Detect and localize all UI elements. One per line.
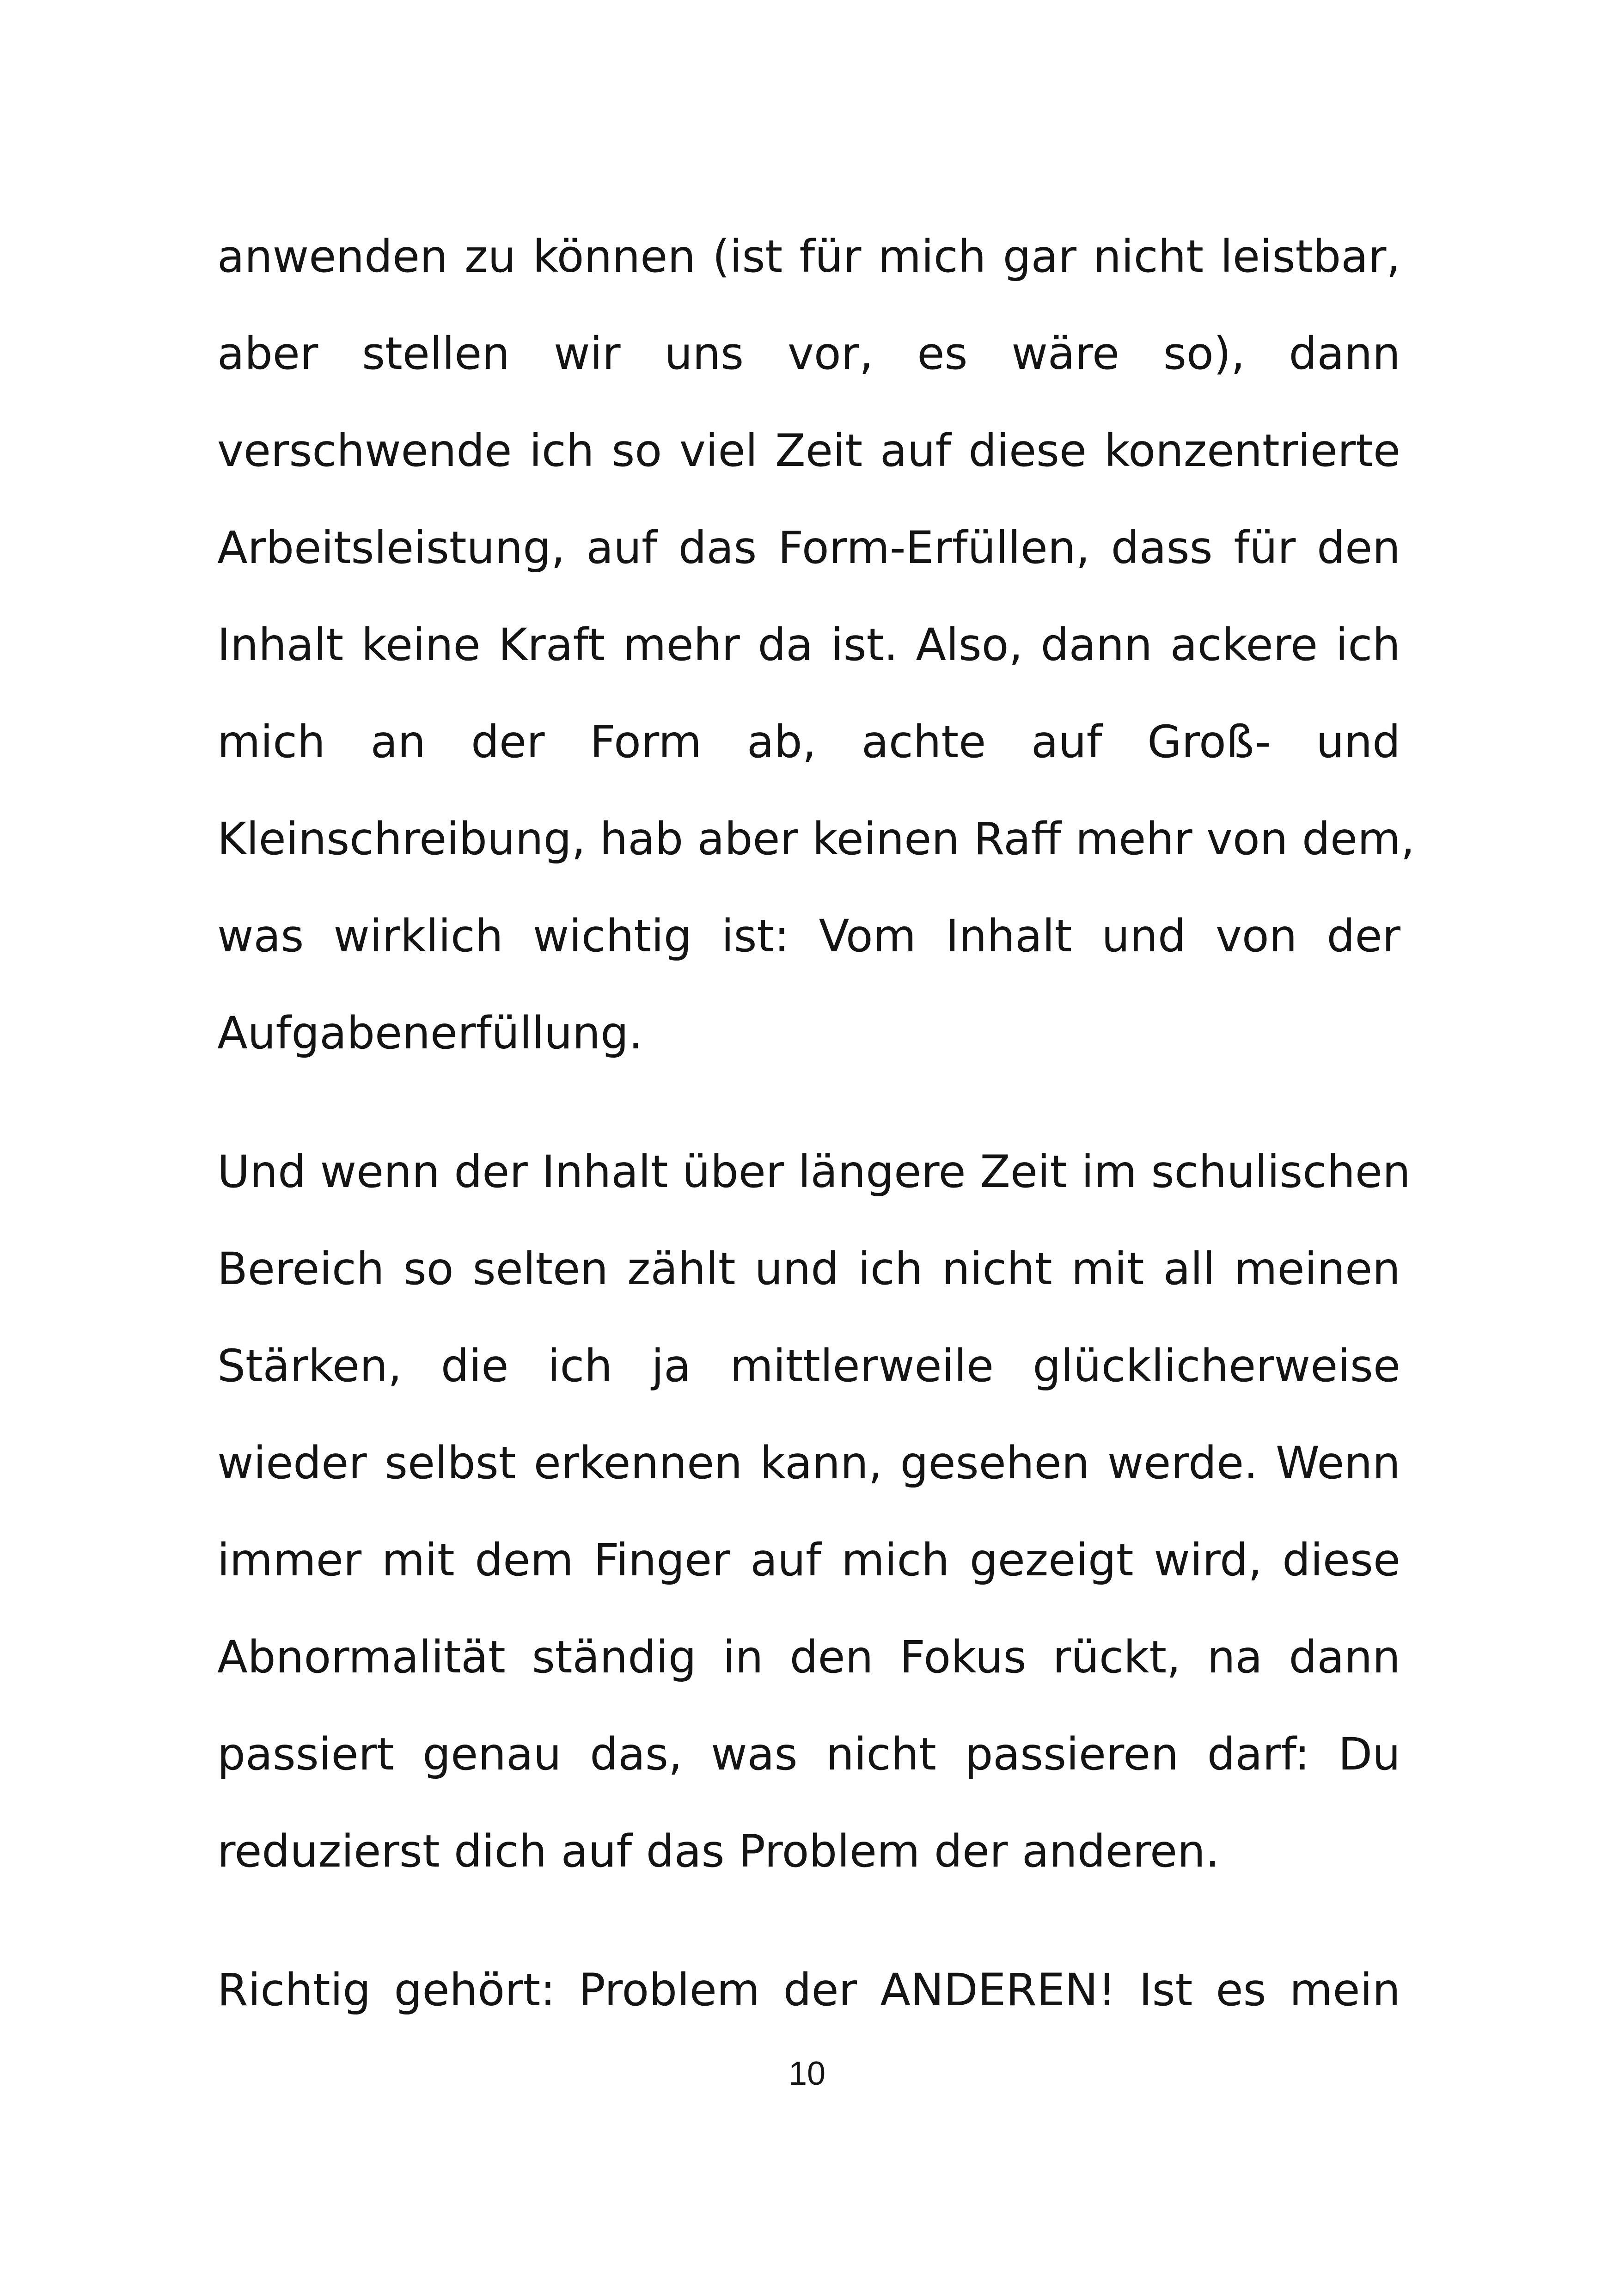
text-line: Bereich so selten zählt und ich nicht mit all meinen: [217, 1243, 1400, 1295]
paragraph-3: [217, 1941, 1400, 2039]
paragraph-spacer: [217, 1082, 1400, 1123]
text-line: mich an der Form ab, achte auf Groß- und: [217, 716, 1400, 768]
text-line: reduzierst dich auf das Problem der anderen.: [217, 1825, 1220, 1877]
text-line: Kleinschreibung, hab aber keinen Raff mehr von dem,: [217, 813, 1415, 865]
text-line: Richtig gehört: Problem der ANDEREN! Ist es mein: [217, 1964, 1400, 2016]
text-line: Inhalt keine Kraft mehr da ist. Also, dann ackere ich: [217, 619, 1400, 671]
text-line: Und wenn der Inhalt über längere Zeit im schulischen: [217, 1146, 1411, 1198]
text-line: passiert genau das, was nicht passieren darf: Du: [217, 1728, 1400, 1780]
text-line: wieder selbst erkennen kann, gesehen werde. Wenn: [217, 1437, 1400, 1489]
text-line: immer mit dem Finger auf mich gezeigt wird, diese: [217, 1534, 1400, 1586]
text-line: was wirklich wichtig ist: Vom Inhalt und von der: [217, 910, 1400, 962]
text-line: Abnormalität ständig in den Fokus rückt, na dann: [217, 1631, 1400, 1683]
paragraph-1: [217, 208, 1415, 1082]
text-line: verschwende ich so viel Zeit auf diese konzentrierte: [217, 425, 1400, 477]
text-line: Stärken, die ich ja mittlerweile glücklicherweise: [217, 1340, 1400, 1392]
page-number: 10: [788, 2055, 826, 2092]
text-line: Arbeitsleistung, auf das Form-Erfüllen, dass für den: [217, 522, 1400, 574]
text-line: Aufgabenerfüllung.: [217, 1007, 643, 1059]
text-line: aber stellen wir uns vor, es wäre so), dann: [217, 328, 1400, 380]
paragraph-spacer: [217, 1900, 1400, 1941]
paragraph-2: [217, 1123, 1411, 1900]
body-text: [217, 208, 1415, 2039]
text-line: anwenden zu können (ist für mich gar nicht leistbar,: [217, 231, 1400, 282]
